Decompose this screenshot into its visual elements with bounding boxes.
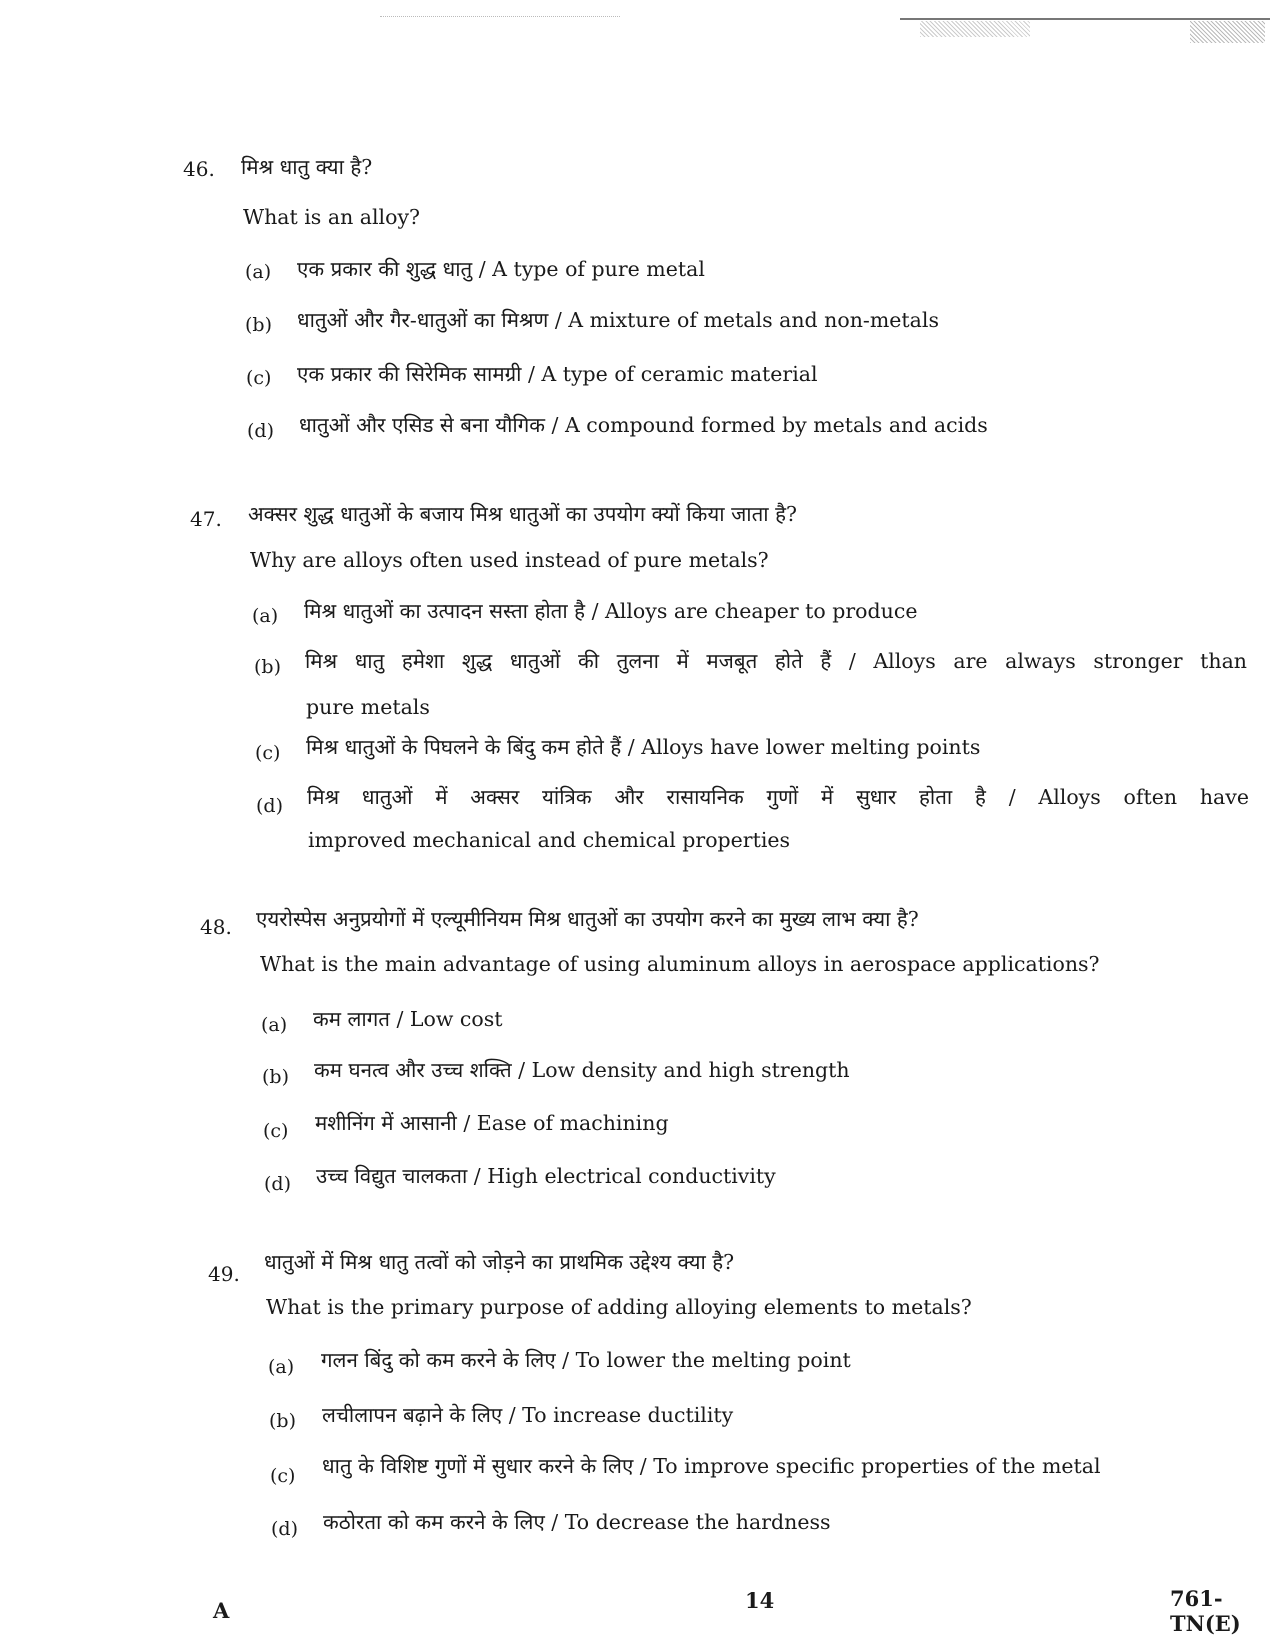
scan-artifact-header <box>380 12 1270 42</box>
question-english: Why are alloys often used instead of pure metals? <box>250 548 769 572</box>
option-c: धातु के विशिष्ट गुणों में सुधार करने के लिए / To improve specific properties of the metal <box>322 1454 1101 1478</box>
option-c: एक प्रकार की सिरेमिक सामग्री / A type of ceramic material <box>297 362 818 386</box>
option-b: लचीलापन बढ़ाने के लिए / To increase ductility <box>322 1403 734 1427</box>
option-c: मशीनिंग में आसानी / Ease of machining <box>315 1111 669 1135</box>
page-number: 14 <box>745 1588 775 1613</box>
question-english: What is the main advantage of using aluminum alloys in aerospace applications? <box>260 952 1100 976</box>
option-d: उच्च विद्युत चालकता / High electrical conductivity <box>316 1164 776 1188</box>
question-english: What is an alloy? <box>243 205 421 229</box>
option-label: (b) <box>262 1066 289 1088</box>
question-number: 47. <box>190 507 222 531</box>
option-label: (d) <box>264 1173 291 1195</box>
option-b-continued: pure metals <box>306 695 430 719</box>
option-label: (b) <box>254 656 281 678</box>
option-label: (a) <box>268 1356 295 1378</box>
question-hindi: अक्सर शुद्ध धातुओं के बजाय मिश्र धातुओं का उपयोग क्यों किया जाता है? <box>248 502 798 526</box>
option-a: एक प्रकार की शुद्ध धातु / A type of pure metal <box>297 257 705 281</box>
question-number: 46. <box>183 157 215 181</box>
option-d: कठोरता को कम करने के लिए / To decrease the hardness <box>323 1510 831 1534</box>
option-d-continued: improved mechanical and chemical properties <box>308 828 791 852</box>
option-d: धातुओं और एसिड से बना यौगिक / A compound formed by metals and acids <box>299 413 988 437</box>
option-label: (c) <box>255 742 281 764</box>
option-label: (b) <box>245 314 272 336</box>
option-label: (c) <box>263 1120 289 1142</box>
question-english: What is the primary purpose of adding alloying elements to metals? <box>266 1295 972 1319</box>
option-label: (c) <box>270 1465 296 1487</box>
option-b: मिश्र धातु हमेशा शुद्ध धातुओं की तुलना में मजबूत होते हैं / Alloys are always stronger than <box>305 649 1247 673</box>
option-label: (c) <box>246 367 272 389</box>
option-label: (a) <box>245 261 272 283</box>
option-b: धातुओं और गैर-धातुओं का मिश्रण / A mixture of metals and non-metals <box>297 308 939 332</box>
question-hindi: धातुओं में मिश्र धातु तत्वों को जोड़ने का प्राथमिक उद्देश्य क्या है? <box>264 1250 735 1274</box>
option-label: (d) <box>247 420 274 442</box>
footer-paper-code: 761-TN(E) <box>1170 1586 1241 1636</box>
option-b: कम घनत्व और उच्च शक्ति / Low density and high strength <box>314 1058 850 1082</box>
option-label: (a) <box>252 605 279 627</box>
option-d: मिश्र धातुओं में अक्सर यांत्रिक और रासायनिक गुणों में सुधार होता है / Alloys often have <box>307 785 1249 809</box>
option-label: (a) <box>261 1014 288 1036</box>
option-a: गलन बिंदु को कम करने के लिए / To lower the melting point <box>321 1348 851 1372</box>
option-c: मिश्र धातुओं के पिघलने के बिंदु कम होते हैं / Alloys have lower melting points <box>306 735 981 759</box>
footer-series-code: A <box>213 1598 230 1623</box>
option-a: मिश्र धातुओं का उत्पादन सस्ता होता है / Alloys are cheaper to produce <box>304 599 918 623</box>
question-number: 48. <box>200 915 232 939</box>
question-hindi: एयरोस्पेस अनुप्रयोगों में एल्यूमीनियम मिश्र धातुओं का उपयोग करने का मुख्य लाभ क्या है? <box>256 907 919 931</box>
option-label: (d) <box>271 1518 298 1540</box>
question-hindi: मिश्र धातु क्या है? <box>241 155 373 179</box>
option-label: (b) <box>269 1410 296 1432</box>
question-number: 49. <box>208 1262 240 1286</box>
option-label: (d) <box>256 795 283 817</box>
option-a: कम लागत / Low cost <box>313 1007 503 1031</box>
